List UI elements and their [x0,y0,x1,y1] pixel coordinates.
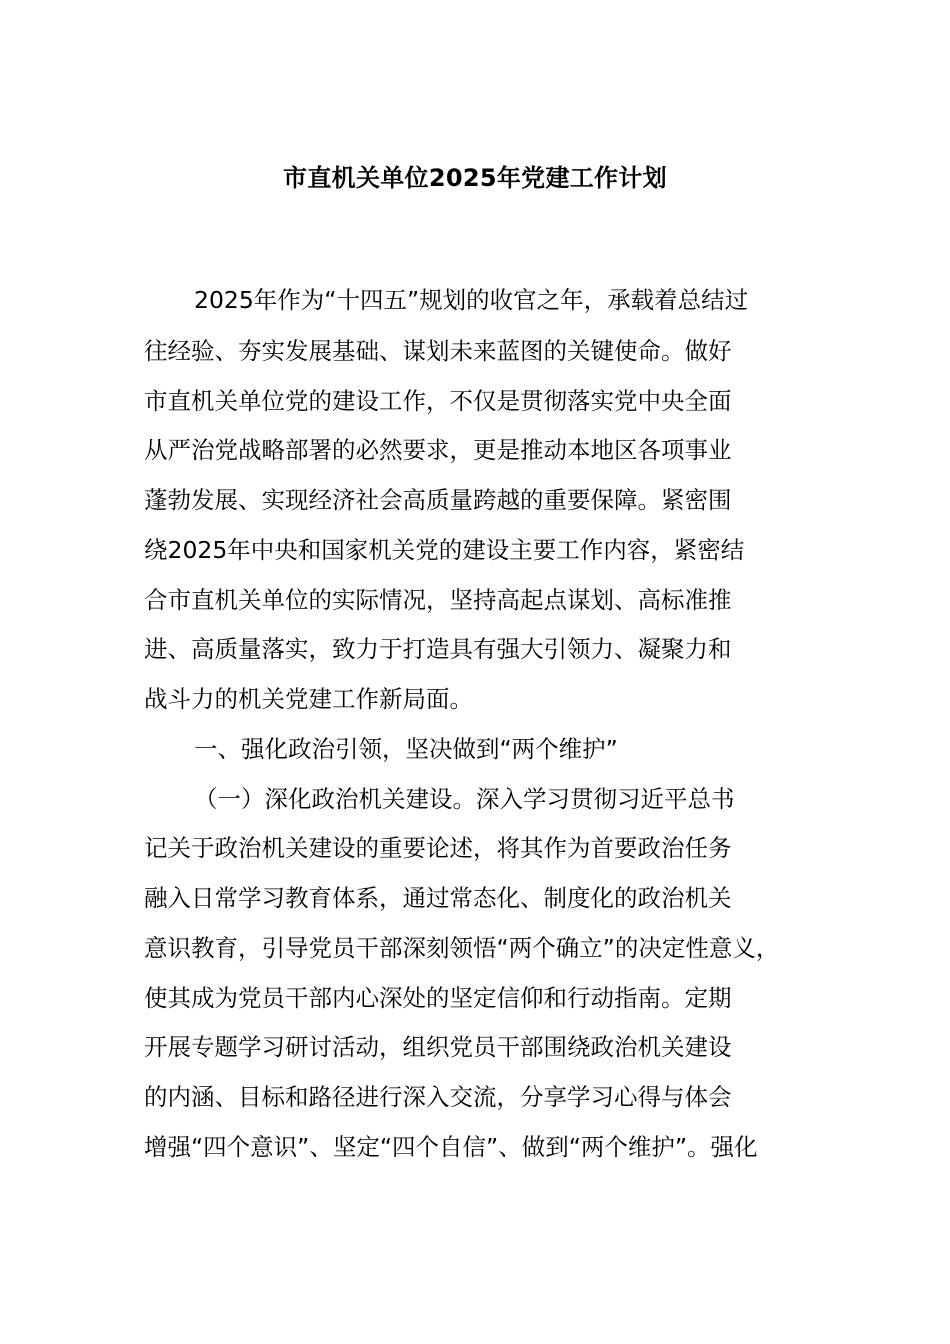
paragraph-line [0,1077,950,1117]
paragraph-line-text: 使其成为党员干部内心深处的坚定信仰和行动指南。定期 [144,984,732,1012]
paragraph-line [0,430,950,470]
paragraph-line-text: 意识教育，引导党员干部深刻领悟“两个确立”的决定性意义， [144,934,780,962]
paragraph-line-text: 合市直机关单位的实际情况，坚持高起点谋划、高标准推 [144,586,732,614]
paragraph-line-text: （一）深化政治机关建设。深入学习贯彻习近平总书 [194,785,735,813]
paragraph-line [0,530,950,570]
document-title: 市直机关单位2025年党建工作计划 [283,164,667,192]
paragraph-line [0,679,950,719]
paragraph-line-text: 融入日常学习教育体系，通过常态化、制度化的政治机关 [144,884,732,912]
paragraph-line [0,878,950,918]
paragraph-line-text: 战斗力的机关党建工作新局面。 [144,685,473,713]
paragraph-line-text: 蓬勃发展、实现经济社会高质量跨越的重要保障。紧密围 [144,486,732,514]
paragraph-line [0,978,950,1018]
paragraph-line [0,280,950,320]
paragraph-line-text: 增强“四个意识”、坚定“四个自信”、做到“两个维护”。强化 [144,1133,758,1161]
paragraph-line-text: 从严治党战略部署的必然要求，更是推动本地区各项事业 [144,436,732,464]
paragraph-line [0,480,950,520]
paragraph-line [0,331,950,371]
paragraph-line [0,928,950,968]
paragraph-line [0,779,950,819]
paragraph-line-text: 的内涵、目标和路径进行深入交流，分享学习心得与体会 [144,1083,732,1111]
paragraph-line-text: 市直机关单位党的建设工作，不仅是贯彻落实党中央全面 [144,387,732,415]
paragraph-line [0,580,950,620]
paragraph-line [0,629,950,669]
paragraph-line [0,381,950,421]
paragraph-line-text: 绕2025年中央和国家机关党的建设主要工作内容，紧密结 [144,536,745,564]
paragraph-line-text: 进、高质量落实，致力于打造具有强大引领力、凝聚力和 [144,635,732,663]
paragraph-line [0,1127,950,1167]
section-heading [0,729,950,769]
paragraph-line-text: 记关于政治机关建设的重要论述，将其作为首要政治任务 [144,834,732,862]
paragraph-line-text: 往经验、夯实发展基础、谋划未来蓝图的关键使命。做好 [144,337,732,365]
paragraph-line-text: 2025年作为“十四五”规划的收官之年，承载着总结过 [194,286,749,314]
paragraph-line [0,828,950,868]
paragraph-line-text: 开展专题学习研讨活动，组织党员干部围绕政治机关建设 [144,1033,732,1061]
section-heading-text: 一、强化政治引领，坚决做到“两个维护” [194,735,618,763]
paragraph-line [0,1027,950,1067]
